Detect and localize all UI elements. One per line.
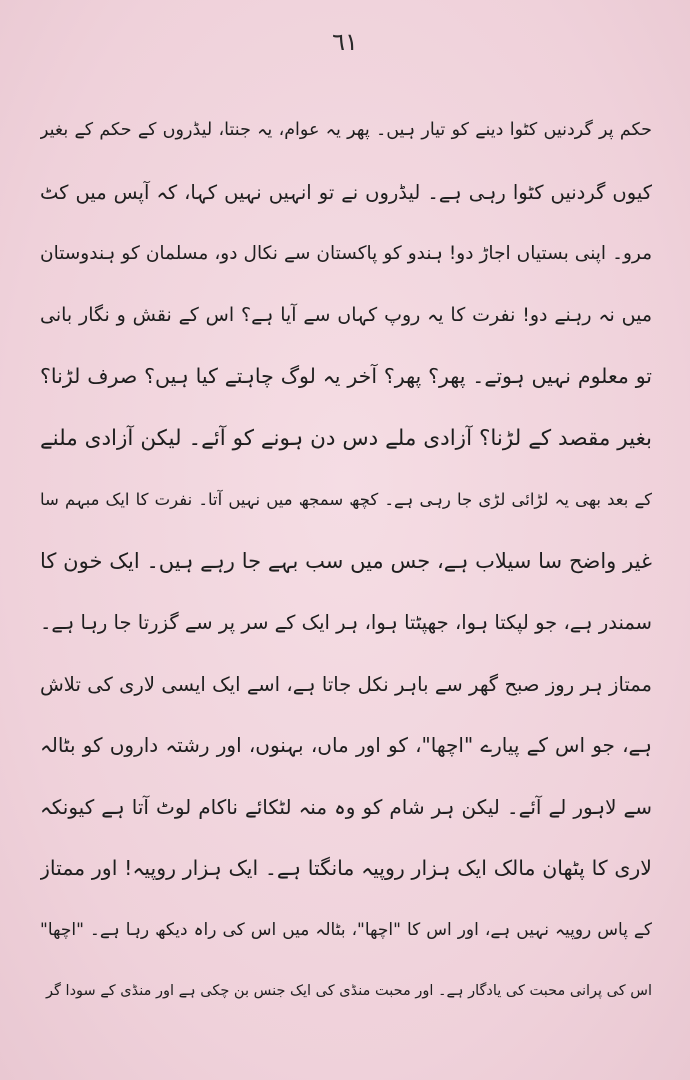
text-line: میں نہ رہنے دو! نفرت کا یہ روپ کہاں سے آیا ہے؟ اس کے نقش و نگار بانی [40,303,652,326]
text-line: کے پاس روپیہ نہیں ہے، اور اس کا "اچھا"، بٹالہ میں اس کی راہ دیکھ رہا ہے۔ "اچھا" [40,919,652,940]
text-line: ہے، جو اس کے پیارے "اچھا"، کو اور ماں، بہنوں، اور رشتہ داروں کو بٹالہ [40,733,652,757]
text-line: حکم پر گردنیں کٹوا دینے کو تیار ہیں۔ پھر یہ عوام، یہ جنتا، لیڈروں کے حکم کے بغیر [40,120,652,140]
text-line: بغیر مقصد کے لڑنا؟ آزادی ملے دس دن ہونے کو آئے۔ لیکن آزادی ملنے [40,425,652,451]
text-line: غیر واضح سا سیلاب ہے، جس میں سب بہے جا رہے ہیں۔ ایک خون کا [40,548,652,573]
text-line: مرو۔ اپنی بستیاں اجاڑ دو! ہندو کو پاکستان سے نکال دو، مسلمان کو ہندوستان [40,243,652,264]
text-line: سے لاہور لے آئے۔ لیکن ہر شام کو وہ منہ لٹکائے ناکام لوٹ آتا ہے کیونکہ [40,794,652,819]
text-line: کے بعد بھی یہ لڑائی لڑی جا رہی ہے۔ کچھ سمجھ میں نہیں آتا۔ نفرت کا ایک مبہم سا [40,490,652,509]
text-line: تو معلوم نہیں ہوتے۔ پھر؟ پھر؟ آخر یہ لوگ چاہتے کیا ہیں؟ صرف لڑنا؟ [40,364,652,388]
page-body-text [40,100,652,1023]
text-line: ممتاز ہر روز صبح گھر سے باہر نکل جاتا ہے، اسے ایک ایسی لاری کی تلاش [40,672,652,696]
text-line: کیوں گردنیں کٹوا رہی ہے۔ لیڈروں نے تو انہیں نہیں کہا، کہ آپس میں کٹ [40,180,652,204]
text-line: لاری کا پٹھان مالک ایک ہزار روپیہ مانگتا ہے۔ ایک ہزار روپیہ! اور ممتاز [40,856,652,880]
text-line: اس کی پرانی محبت کی یادگار ہے۔ اور محبت منڈی کی ایک جنس بن چکی ہے اور منڈی کے سودا گر [46,983,652,999]
page-number: ٦١ [332,28,358,56]
text-line: سمندر ہے، جو لپکتا ہوا، جھپٹتا ہوا، ہر ایک کے سر پر سے گزرتا جا رہا ہے۔ [40,611,652,634]
